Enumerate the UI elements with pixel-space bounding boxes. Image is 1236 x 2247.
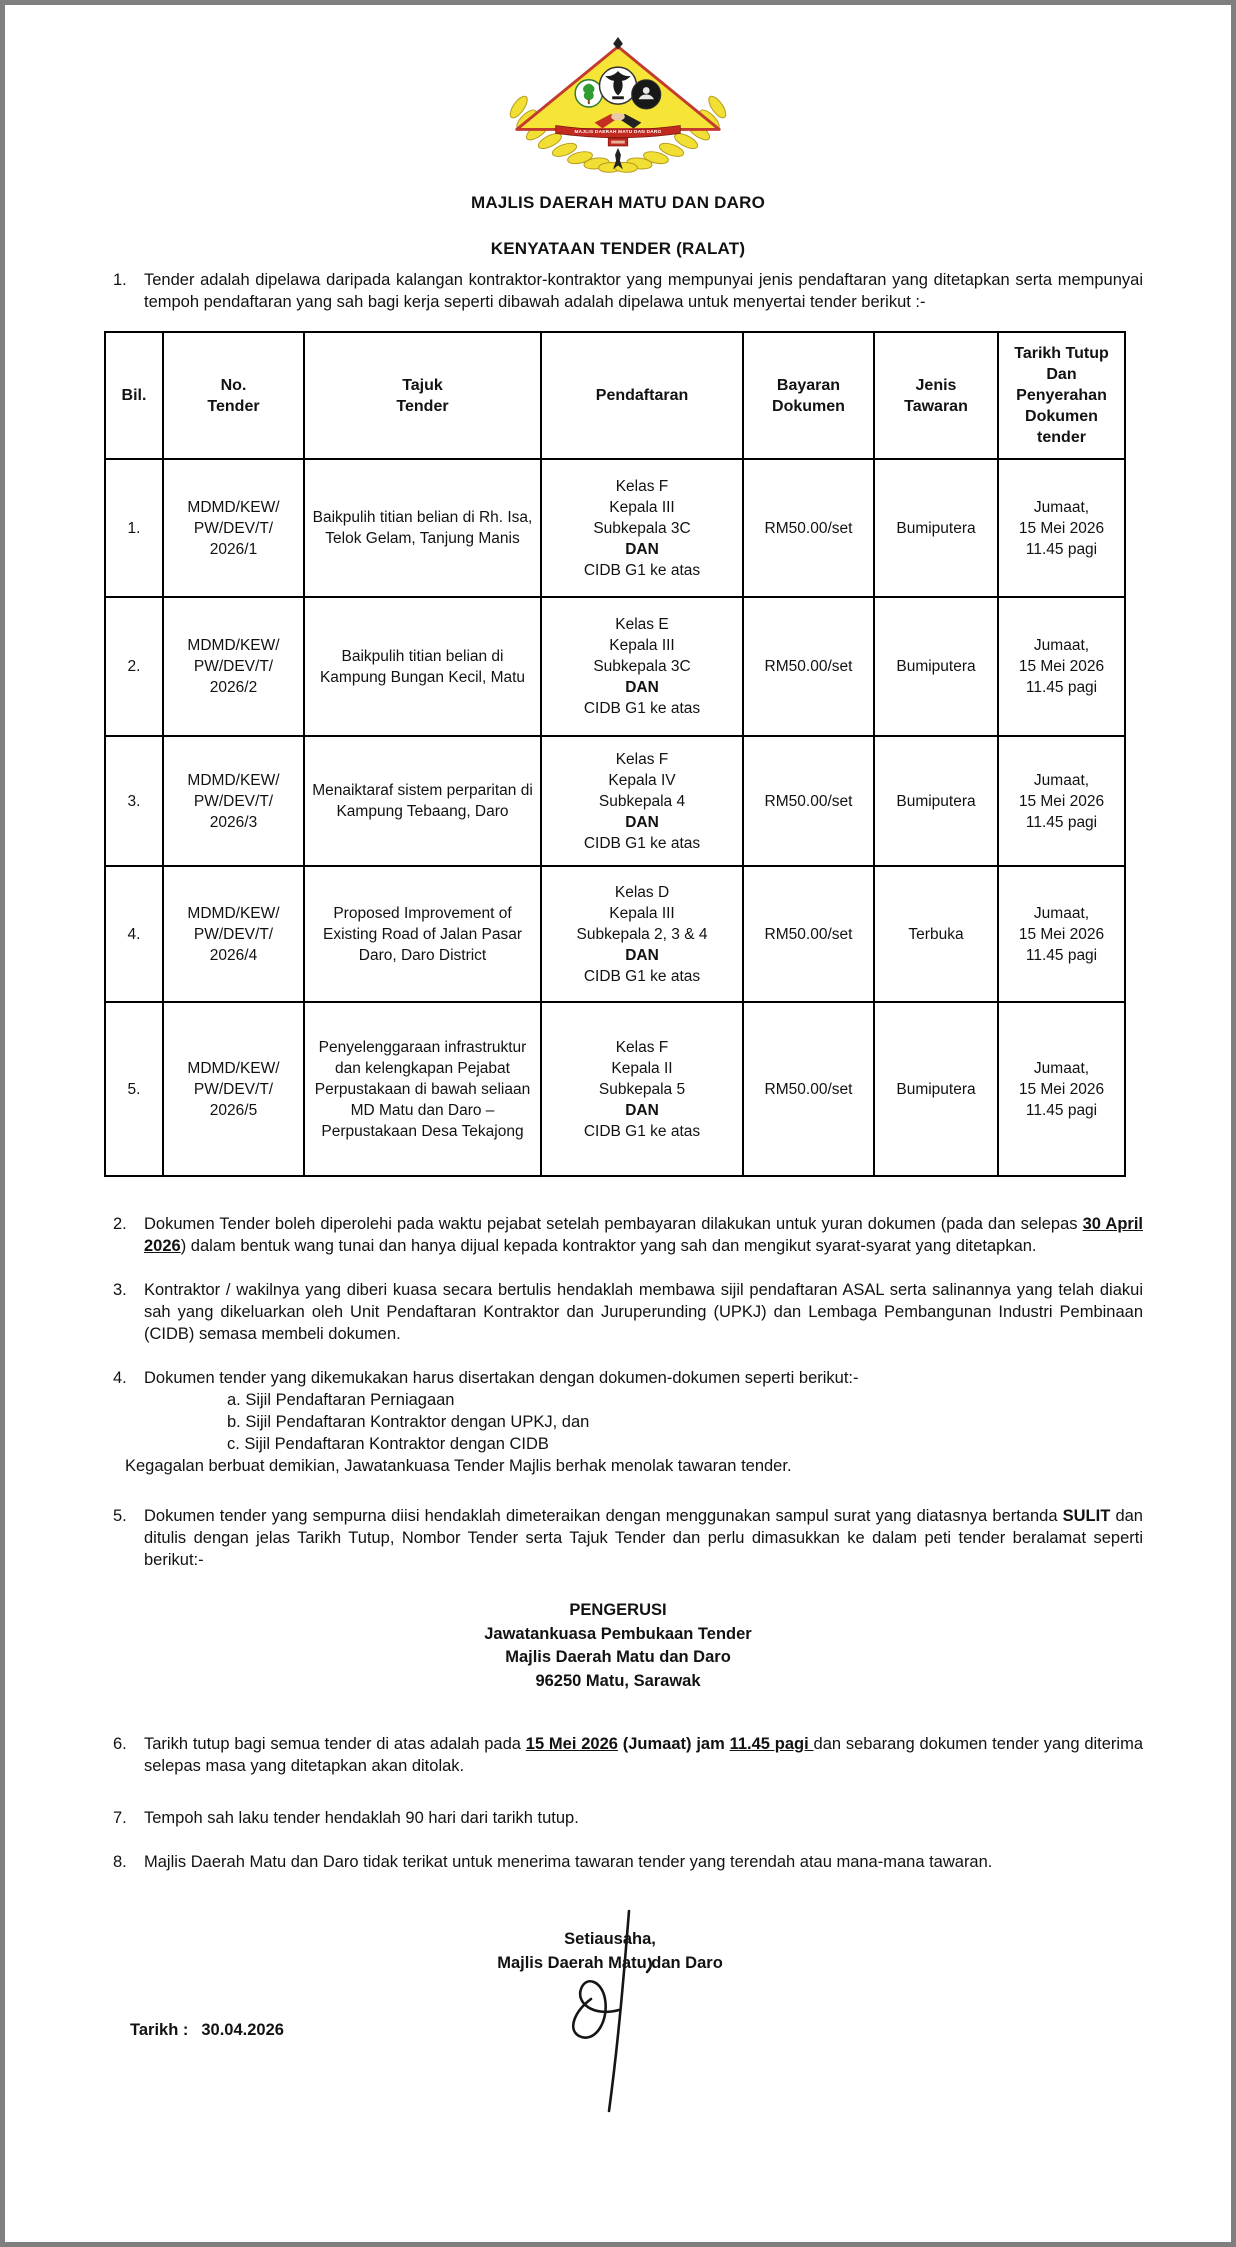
tender-no-cell: MDMD/KEW/ PW/DEV/T/ 2026/3: [163, 736, 304, 866]
crest-graphic: [498, 35, 738, 181]
bil-cell: 5.: [105, 1002, 163, 1176]
tender-title-cell: Penyelenggaraan infrastruktur dan kelengkapan Pejabat Perpustakaan di bawah seliaan MD Matu dan Daro – Perpustakaan Desa Tekajong: [304, 1002, 541, 1176]
closing-date-cell: Jumaat, 15 Mei 2026 11.45 pagi: [998, 1002, 1125, 1176]
tender-box-address: [93, 1599, 1143, 1693]
tree-icon: [583, 84, 594, 101]
address-line-1: PENGERUSI: [569, 1601, 667, 1619]
signatory-organization: Majlis Daerah Matu dan Daro: [497, 1954, 723, 1972]
clause-4-text: Dokumen tender yang dikemukakan harus disertakan dengan dokumen-dokumen seperti berikut:-: [144, 1369, 859, 1387]
clause-5-text: Dokumen tender yang sempurna diisi hendaklah dimeteraikan dengan menggunakan sampul surat yang diatasnya bertanda SULIT dan ditulis dengan jelas Tarikh Tutup, Nombor Tender serta Tajuk Tender dan perlu dimasukkan ke dalam peti tender beralamat seperti berikut:-: [144, 1507, 1143, 1569]
tender-no-cell: MDMD/KEW/ PW/DEV/T/ 2026/2: [163, 597, 304, 736]
clause-7-number: 7.: [113, 1809, 127, 1827]
clause-6-number: 6.: [113, 1735, 127, 1753]
date-value: 30.04.2026: [201, 2021, 284, 2039]
registration-cell: Kelas E Kepala III Subkepala 3C DAN CIDB G1 ke atas: [541, 597, 743, 736]
address-line-3: Majlis Daerah Matu dan Daro: [505, 1648, 731, 1666]
tender-no-cell: MDMD/KEW/ PW/DEV/T/ 2026/1: [163, 459, 304, 597]
bil-cell: 2.: [105, 597, 163, 736]
dark-emblem-circle: [632, 80, 661, 109]
clause-4-document-list: [227, 1389, 1143, 1455]
closing-date-cell: Jumaat, 15 Mei 2026 11.45 pagi: [998, 866, 1125, 1002]
address-line-2: Jawatankuasa Pembukaan Tender: [484, 1624, 752, 1643]
closing-date-cell: Jumaat, 15 Mei 2026 11.45 pagi: [998, 459, 1125, 597]
closing-date-cell: Jumaat, 15 Mei 2026 11.45 pagi: [998, 597, 1125, 736]
clause-2-number: 2.: [113, 1215, 127, 1233]
tender-title-cell: Baikpulih titian belian di Rh. Isa, Telok Gelam, Tanjung Manis: [304, 459, 541, 597]
clause-6: [93, 1733, 1143, 1777]
registration-cell: Kelas F Kepala III Subkepala 3C DAN CIDB G1 ke atas: [541, 459, 743, 597]
header-bil: Bil.: [105, 332, 163, 459]
header-tarikh-tutup: Tarikh Tutup Dan Penyerahan Dokumen tender: [998, 332, 1125, 459]
clause-8: [93, 1851, 1143, 1873]
clause-4-note: Kegagalan berbuat demikian, Jawatankuasa Tender Majlis berhak menolak tawaran tender.: [125, 1457, 792, 1475]
tender-row-3: [105, 736, 1125, 866]
offer-type-cell: Bumiputera: [874, 459, 998, 597]
tender-row-1: [105, 459, 1125, 597]
clause-3: [93, 1279, 1143, 1345]
document-list-item-c: c. Sijil Pendaftaran Kontraktor dengan CIDB: [227, 1435, 549, 1453]
clause-6-text: Tarikh tutup bagi semua tender di atas adalah pada 15 Mei 2026 (Jumaat) jam 11.45 pagi dan sebarang dokumen tender yang diterima selepas masa yang ditetapkan akan ditolak.: [144, 1735, 1144, 1775]
offer-type-cell: Bumiputera: [874, 1002, 998, 1176]
clause-2: [93, 1213, 1143, 1257]
header-bayaran-dokumen: Bayaran Dokumen: [743, 332, 874, 459]
bil-cell: 3.: [105, 736, 163, 866]
registration-cell: Kelas D Kepala III Subkepala 2, 3 & 4 DAN CIDB G1 ke atas: [541, 866, 743, 1002]
crest-banner-text: MAJLIS DAERAH MATU DAN DARO: [574, 128, 662, 134]
document-list-item-a: a. Sijil Pendaftaran Perniagaan: [227, 1391, 455, 1409]
tender-table-header-row: [105, 332, 1125, 459]
document-title: KENYATAAN TENDER (RALAT): [490, 239, 746, 258]
offer-type-cell: Bumiputera: [874, 736, 998, 866]
tender-no-cell: MDMD/KEW/ PW/DEV/T/ 2026/5: [163, 1002, 304, 1176]
clause-8-text: Majlis Daerah Matu dan Daro tidak terikat untuk menerima tawaran tender yang terendah atau mana-mana tawaran.: [144, 1853, 993, 1871]
address-line-4: 96250 Matu, Sarawak: [535, 1671, 701, 1690]
issue-date-line: [130, 2021, 1143, 2040]
registration-cell: Kelas F Kepala II Subkepala 5 DAN CIDB G1 ke atas: [541, 1002, 743, 1176]
document-fee-cell: RM50.00/set: [743, 1002, 874, 1176]
clause-1-text: Tender adalah dipelawa daripada kalangan kontraktor-kontraktor yang mempunyai jenis pendaftaran yang ditetapkan serta mempunyai tempoh pendaftaran yang sah bagi kerja seperti dibawah adalah dipelawa untuk menyertai tender berikut :-: [144, 271, 1143, 311]
council-crest-logo: [498, 35, 738, 181]
clause-4: [93, 1367, 1143, 1389]
clause-8-number: 8.: [113, 1853, 127, 1871]
clause-5-number: 5.: [113, 1507, 127, 1525]
header-tajuk-tender: Tajuk Tender: [304, 332, 541, 459]
document-fee-cell: RM50.00/set: [743, 736, 874, 866]
clause-7-text: Tempoh sah laku tender hendaklah 90 hari dari tarikh tutup.: [144, 1809, 579, 1827]
date-label: Tarikh :: [130, 2021, 189, 2039]
offer-type-cell: Bumiputera: [874, 597, 998, 736]
organization-title: MAJLIS DAERAH MATU DAN DARO: [470, 193, 766, 212]
tender-title-cell: Baikpulih titian belian di Kampung Bungan Kecil, Matu: [304, 597, 541, 736]
clause-5: [93, 1505, 1143, 1571]
clause-1: [93, 269, 1143, 313]
bil-cell: 4.: [105, 866, 163, 1002]
tender-title-cell: Menaiktaraf sistem perparitan di Kampung Tebaang, Daro: [304, 736, 541, 866]
registration-cell: Kelas F Kepala IV Subkepala 4 DAN CIDB G1 ke atas: [541, 736, 743, 866]
tender-table: [104, 331, 1126, 1177]
bil-cell: 1.: [105, 459, 163, 597]
clause-7: [93, 1807, 1143, 1829]
clause-1-number: 1.: [113, 271, 127, 289]
handshake-hands: [611, 113, 625, 121]
header-no-tender: No. Tender: [163, 332, 304, 459]
document-fee-cell: RM50.00/set: [743, 597, 874, 736]
closing-date-cell: Jumaat, 15 Mei 2026 11.45 pagi: [998, 736, 1125, 866]
tender-row-2: [105, 597, 1125, 736]
tender-row-4: [105, 866, 1125, 1002]
clause-4-number: 4.: [113, 1369, 127, 1387]
signatory-block: [85, 1927, 1135, 1975]
clause-3-number: 3.: [113, 1281, 127, 1299]
clause-3-text: Kontraktor / wakilnya yang diberi kuasa secara bertulis hendaklah membawa sijil pendaftaran ASAL serta salinannya yang telah diakui sah yang dikeluarkan oleh Unit Pendaftaran Kontraktor dan Juruperunding (UPKJ) dan Lembaga Pembangunan Industri Pembinaan (CIDB) semasa membeli dokumen.: [144, 1281, 1143, 1343]
tender-title-cell: Proposed Improvement of Existing Road of Jalan Pasar Daro, Daro District: [304, 866, 541, 1002]
offer-type-cell: Terbuka: [874, 866, 998, 1002]
tender-row-5: [105, 1002, 1125, 1176]
tender-no-cell: MDMD/KEW/ PW/DEV/T/ 2026/4: [163, 866, 304, 1002]
header-jenis-tawaran: Jenis Tawaran: [874, 332, 998, 459]
header-pendaftaran: Pendaftaran: [541, 332, 743, 459]
document-fee-cell: RM50.00/set: [743, 459, 874, 597]
signatory-role: Setiausaha,: [564, 1930, 656, 1948]
clause-2-text: Dokumen Tender boleh diperolehi pada waktu pejabat setelah pembayaran dilakukan untuk yuran dokumen (pada dan selepas 30 April 2026) dalam bentuk wang tunai dan hanya dijual kepada kontraktor yang sah dan mengikut syarat-syarat yang ditetapkan.: [144, 1215, 1143, 1255]
document-fee-cell: RM50.00/set: [743, 866, 874, 1002]
document-list-item-b: b. Sijil Pendaftaran Kontraktor dengan UPKJ, dan: [227, 1413, 590, 1431]
